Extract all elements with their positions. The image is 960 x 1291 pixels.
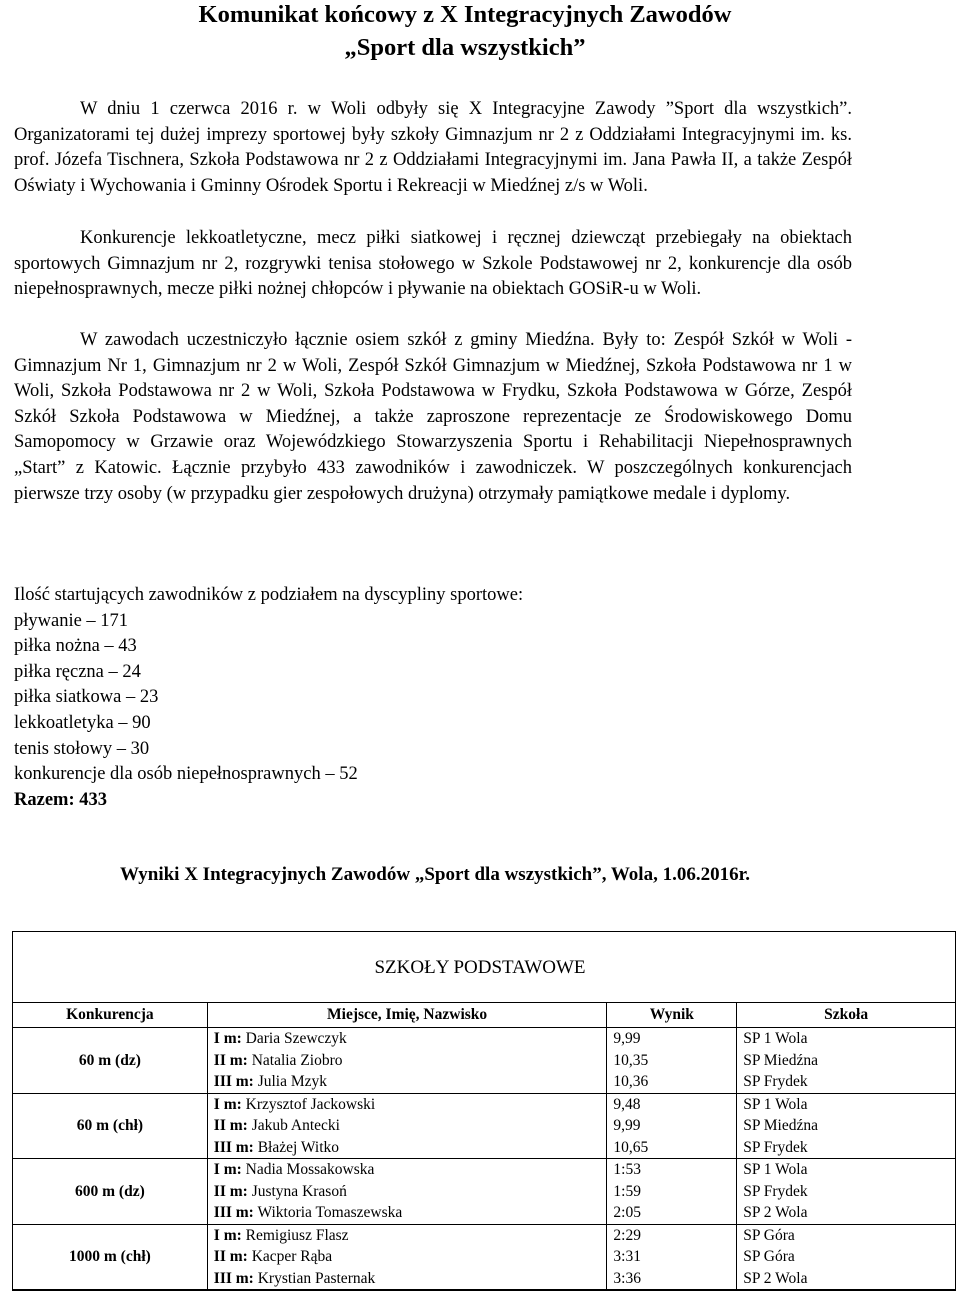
school-value: SP Frydek	[743, 1138, 808, 1156]
athlete-name: Błażej Witko	[257, 1138, 340, 1156]
score-value: 3:36	[613, 1269, 641, 1287]
participant-item: tenis stołowy – 30	[14, 738, 150, 759]
place-label: III m:	[213, 1204, 254, 1221]
participant-item: konkurencje dla osób niepełnosprawnych – 52	[14, 764, 358, 785]
place-label: II m:	[213, 1117, 248, 1134]
school-value: SP Góra	[743, 1226, 795, 1244]
score-value: 9,48	[613, 1095, 641, 1113]
school-cell	[737, 1093, 956, 1159]
school-value: SP 2 Wola	[743, 1204, 808, 1221]
column-header-school: Szkoła	[737, 1003, 956, 1028]
place-label: II m:	[213, 1182, 248, 1200]
intro-paragraph-1-text: W dniu 1 czerwca 2016 r. w Woli odbyły się X Integracyjne Zawody ”Sport dla wszystkich”. Organizatorami tej dużej imprezy sportowej były szkoły Gimnazjum nr 2 z Oddziałami Integracyjnymi im. ks. prof. Józefa Tischnera, Szkoła Podstawowa nr 2 z Oddziałami Integracyjnymi im. Jana Pawła II, a także Zespół Oświaty i Wychowania i Gminny Ośrodek Sportu i Rekreacji w Miedźnej z/s w Woli.	[14, 99, 852, 196]
intro-paragraph-1	[14, 97, 852, 199]
participant-item: piłka siatkowa – 23	[14, 687, 159, 708]
school-value: SP Góra	[743, 1248, 795, 1265]
score-value: 10,36	[613, 1073, 649, 1090]
school-value: SP 1 Wola	[743, 1030, 808, 1047]
athlete-name: Kacper Rąba	[251, 1248, 333, 1265]
event-cell: 60 m (dz)	[13, 1028, 208, 1094]
score-value: 10,35	[613, 1051, 649, 1069]
participants-total: Razem: 433	[14, 789, 107, 810]
school-value: SP Miedźna	[743, 1117, 819, 1134]
athlete-name: Julia Mzyk	[257, 1073, 328, 1090]
athlete-name: Remigiusz Flasz	[245, 1226, 349, 1244]
table-row	[13, 1028, 956, 1094]
table-row	[13, 1224, 956, 1290]
score-cell	[607, 1093, 737, 1159]
place-label: I m:	[213, 1226, 242, 1244]
score-value: 9,99	[613, 1117, 641, 1134]
school-cell	[737, 1224, 956, 1290]
column-header-place-name: Miejsce, Imię, Nazwisko	[207, 1003, 607, 1028]
intro-paragraph-3-text: W zawodach uczestniczyło łącznie osiem szkół z gminy Miedźna. Były to: Zespół Szkół w Woli - Gimnazjum Nr 1, Gimnazjum nr 2 w Woli, Zespół Szkół Gimnazjum w Miedźnej, Szkoła Podstawowa nr 1 w Woli, Szkoła Podstawowa nr 2 w Woli, Szkoła Podstawowa w Frydku, Szkoła Podstawowa w Górze, Zespół Szkół Szkoła Podstawowa w Miedźnej, a także zaproszone reprezentacje ze Środowiskowego Domu Samopomocy w Grzawie oraz Wojewódzkiego Stowarzyszenia Sportu i Rehabilitacji Niepełnosprawnych „Start” z Katowic. Łącznie przybyło 433 zawodników i zawodniczek. W poszczególnych konkurencjach pierwsze trzy osoby (w przypadku gier zespołowych drużyna) otrzymały pamiątkowe medale i dyplomy.	[14, 330, 852, 504]
intro-paragraph-3	[14, 328, 852, 507]
place-label: III m:	[213, 1073, 254, 1090]
score-value: 1:59	[613, 1182, 641, 1200]
score-value: 2:05	[613, 1204, 641, 1221]
table-row	[13, 1093, 956, 1159]
school-value: SP 2 Wola	[743, 1269, 808, 1287]
score-value: 2:29	[613, 1226, 641, 1244]
place-label: I m:	[213, 1161, 242, 1178]
school-cell	[737, 1159, 956, 1225]
document-title-line2: „Sport dla wszystkich”	[344, 34, 586, 61]
participant-item: piłka nożna – 43	[14, 636, 137, 657]
school-cell	[737, 1028, 956, 1094]
place-label: III m:	[213, 1269, 254, 1287]
score-cell	[607, 1159, 737, 1225]
athlete-name: Wiktoria Tomaszewska	[257, 1204, 403, 1221]
participants-list	[14, 583, 523, 813]
score-value: 9,99	[613, 1030, 641, 1047]
column-header-event: Konkurencja	[13, 1003, 208, 1028]
intro-paragraph-2	[14, 226, 852, 303]
school-value: SP 1 Wola	[743, 1161, 808, 1178]
participant-item: pływanie – 171	[14, 610, 129, 631]
score-value: 3:31	[613, 1248, 641, 1265]
event-cell: 60 m (chł)	[13, 1093, 208, 1159]
athlete-name: Daria Szewczyk	[245, 1030, 347, 1047]
place-label: II m:	[213, 1051, 248, 1069]
score-value: 10,65	[613, 1138, 649, 1156]
school-value: SP Frydek	[743, 1182, 808, 1200]
document-title-line1: Komunikat końcowy z X Integracyjnych Zawodów	[198, 1, 732, 28]
place-name-cell	[207, 1093, 607, 1159]
athlete-name: Krzysztof Jackowski	[245, 1095, 376, 1113]
score-cell	[607, 1028, 737, 1094]
place-label: I m:	[213, 1095, 242, 1113]
intro-paragraph-2-text: Konkurencje lekkoatletyczne, mecz piłki siatkowej i ręcznej dziewcząt przebiegały na obiektach sportowych Gimnazjum nr 2, rozgrywki tenisa stołowego w Szkole Podstawowej nr 2, konkurencje dla osób niepełnosprawnych, mecze piłki nożnej chłopców i pływanie na obiektach GOSiR-u w Woli.	[14, 228, 852, 300]
score-cell	[607, 1224, 737, 1290]
school-value: SP Miedźna	[743, 1051, 819, 1069]
place-label: II m:	[213, 1248, 248, 1265]
results-table	[12, 1002, 956, 1290]
score-value: 1:53	[613, 1161, 641, 1178]
event-cell: 600 m (dz)	[13, 1159, 208, 1225]
participants-heading: Ilość startujących zawodników z podziałem na dyscypliny sportowe:	[14, 585, 524, 605]
results-heading: Wyniki X Integracyjnych Zawodów „Sport dla wszystkich”, Wola, 1.06.2016r.	[119, 864, 751, 885]
athlete-name: Justyna Krasoń	[251, 1182, 347, 1200]
table-header-row	[13, 1003, 956, 1028]
participant-item: lekkoatletyka – 90	[14, 712, 151, 733]
athlete-name: Jakub Antecki	[251, 1117, 340, 1134]
event-cell: 1000 m (chł)	[13, 1224, 208, 1290]
section-title: SZKOŁY PODSTAWOWE	[374, 957, 586, 978]
place-label: I m:	[213, 1030, 242, 1047]
place-label: III m:	[213, 1138, 254, 1156]
place-name-cell	[207, 1224, 607, 1290]
school-value: SP Frydek	[743, 1073, 808, 1090]
athlete-name: Nadia Mossakowska	[245, 1161, 375, 1178]
athlete-name: Natalia Ziobro	[251, 1051, 343, 1069]
school-value: SP 1 Wola	[743, 1095, 808, 1113]
place-name-cell	[207, 1159, 607, 1225]
table-row	[13, 1159, 956, 1225]
participant-item: piłka ręczna – 24	[14, 661, 141, 682]
place-name-cell	[207, 1028, 607, 1094]
athlete-name: Krystian Pasternak	[257, 1269, 376, 1287]
column-header-score: Wynik	[607, 1003, 737, 1028]
